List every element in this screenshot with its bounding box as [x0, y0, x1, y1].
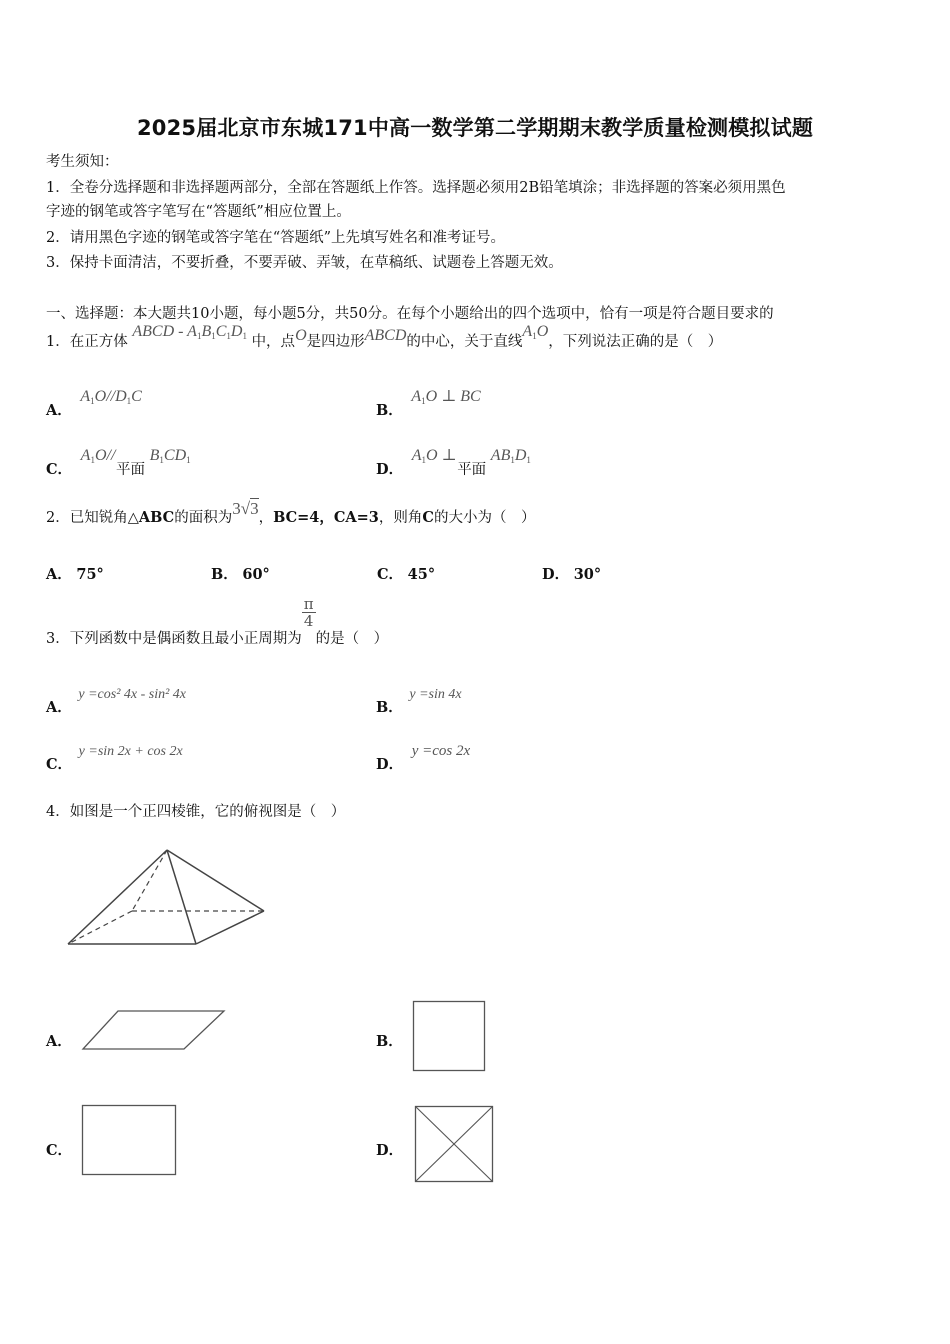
q4-option-d-square-with-diagonals	[414, 1105, 496, 1185]
page-title: 2025届北京市东城171中高一数学第二学期期末教学质量检测模拟试题	[136, 116, 814, 140]
q1-option-a: A． $A_1O//D_1C$	[46, 388, 142, 419]
q3-option-c: C． y =sin 2x + cos 2x	[46, 744, 183, 773]
q2-option-d: D． 30°	[542, 566, 602, 583]
notice-line-2: 2．请用黑色字迹的钢笔或答字笔在“答题纸”上先填写姓名和准考证号。	[46, 230, 506, 246]
q4-option-b-label: B．	[376, 1033, 403, 1050]
q4-option-a-label: A．	[46, 1033, 72, 1050]
q4-option-c-rectangle	[81, 1104, 179, 1178]
q1-number: 1．	[46, 334, 70, 350]
notice-line-1b: 字迹的钢笔或答字笔写在“答题纸”相应位置上。	[46, 204, 351, 220]
q1-option-d: D． $A_1O$ ⊥ 平面 $AB_1D_1$	[376, 447, 531, 478]
q2-option-b: B． 60°	[211, 566, 270, 583]
q1-cube-expr: ABCD - $A_1B_1C_1D_1$	[132, 323, 247, 341]
q4-option-d-label: D．	[376, 1142, 404, 1159]
question-1: 1．在正方体 ABCD - $A_1B_1C_1D_1$ 中，点O是四边形ABCD的中心，关于直线$A_1O$，下列说法正确的是（ ）	[46, 323, 723, 350]
question-3: 3．下列函数中是偶函数且最小正周期为 $\frac{\pi}{4}$ 的是（ ）	[46, 595, 389, 647]
q4-option-a-parallelogram	[80, 1008, 230, 1053]
q4-option-b-square	[412, 1000, 488, 1074]
q1-option-b: B． $A_1O$ ⊥ BC	[376, 388, 481, 419]
q3-option-a: A． y =cos² 4x - sin² 4x	[46, 687, 187, 716]
notice-line-1: 1．全卷分选择题和非选择题两部分，全部在答题纸上作答。选择题必须用2B铅笔填涂；非选择题的答案必须用黑色	[46, 180, 786, 196]
question-4: 4．如图是一个正四棱锥，它的俯视图是（ ）	[46, 804, 346, 820]
pi-over-4: $\frac{\pi}{4}$	[303, 595, 314, 630]
q2-option-c: C． 45°	[377, 566, 436, 583]
pyramid-figure	[60, 842, 270, 952]
q4-option-c-label: C．	[46, 1142, 73, 1159]
notice-line-3: 3．保持卡面清洁，不要折叠，不要弄破、弄皱，在草稿纸、试题卷上答题无效。	[46, 255, 563, 271]
question-2: 2．已知锐角△ABC的面积为3√3，BC=4，CA=3，则角C的大小为（ ）	[46, 499, 536, 526]
q1-option-c: C． $A_1O//$ 平面 $B_1CD_1$	[46, 447, 191, 478]
notice-heading: 考生须知：	[46, 154, 119, 170]
q2-option-a: A． 75°	[46, 566, 104, 583]
q3-option-d: D． y =cos 2x	[376, 743, 471, 773]
section-heading: 一、选择题：本大题共10小题，每小题5分，共50分。在每个小题给出的四个选项中，恰有一项是符合题目要求的	[46, 306, 774, 322]
q3-option-b: B． y =sin 4x	[376, 687, 462, 716]
